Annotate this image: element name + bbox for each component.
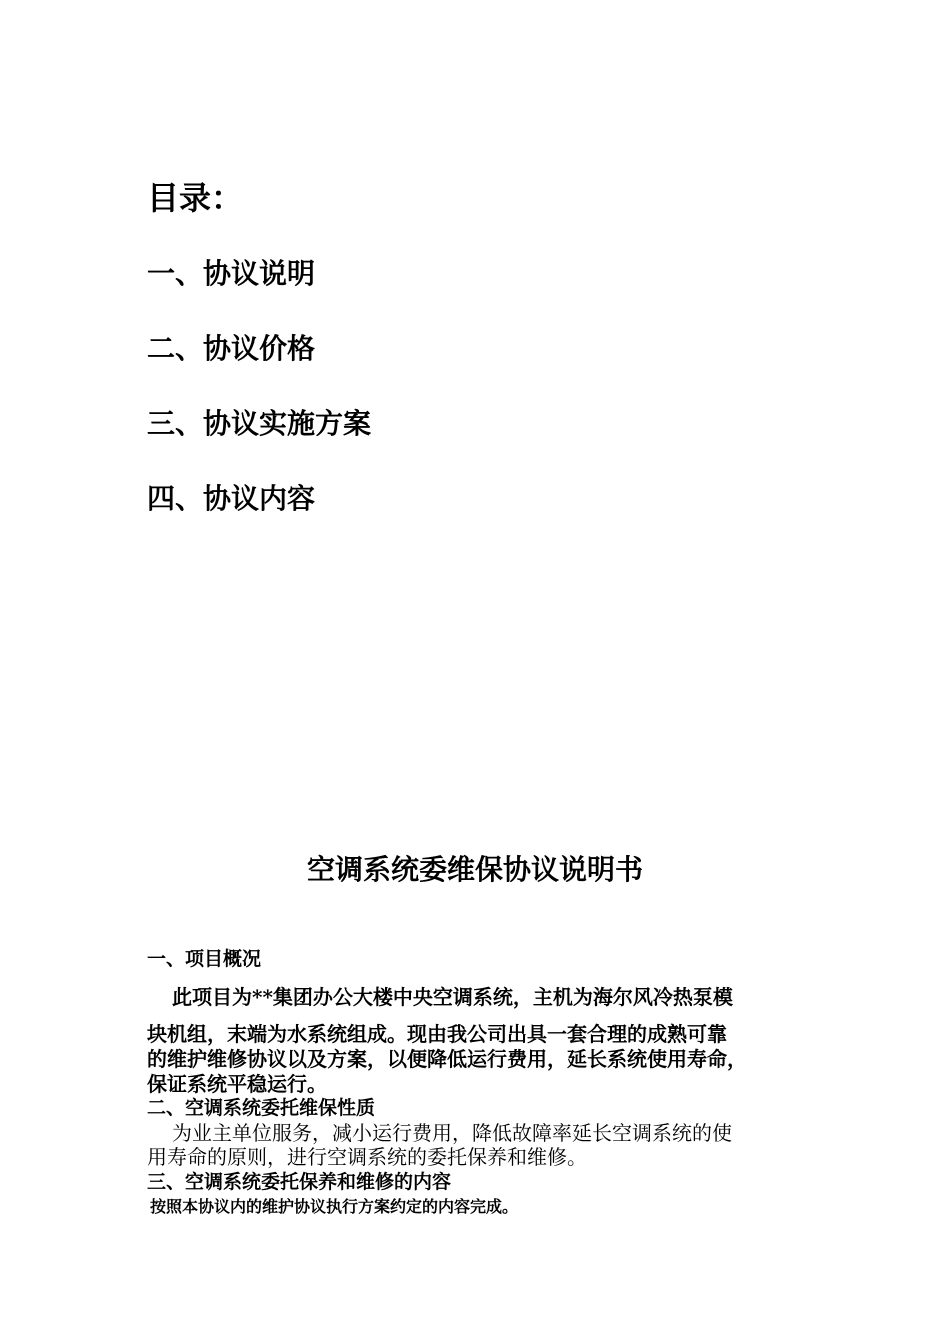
section-1-line-4: 保证系统平稳运行。 xyxy=(147,1072,327,1096)
document-title: 空调系统委维保协议说明书 xyxy=(306,853,643,886)
section-1-heading: 一、项目概况 xyxy=(147,948,262,970)
toc-item-1: 一、协议说明 xyxy=(147,257,316,290)
toc-item-4: 四、协议内容 xyxy=(147,482,316,515)
toc-heading: 目录： xyxy=(147,179,244,217)
section-1-line-3: 的维护维修协议以及方案，以便降低运行费用，延长系统使用寿命， xyxy=(147,1047,747,1071)
section-3-line-1: 按照本协议内的维护协议执行方案约定的内容完成。 xyxy=(150,1197,519,1216)
toc-item-2: 二、协议价格 xyxy=(147,332,316,365)
section-3-heading: 三、空调系统委托保养和维修的内容 xyxy=(147,1171,452,1193)
section-1-line-2: 块机组，末端为水系统组成。现由我公司出具一套合理的成熟可靠 xyxy=(147,1022,727,1046)
section-1-line-1: 此项目为**集团办公大楼中央空调系统，主机为海尔风冷热泵模 xyxy=(152,985,733,1009)
toc-item-3: 三、协议实施方案 xyxy=(147,407,372,440)
section-2-heading: 二、空调系统委托维保性质 xyxy=(147,1097,376,1119)
section-2-line-2: 用寿命的原则，进行空调系统的委托保养和维修。 xyxy=(147,1145,587,1169)
section-2-line-1: 为业主单位服务，减小运行费用，降低故障率延长空调系统的使 xyxy=(152,1121,732,1145)
